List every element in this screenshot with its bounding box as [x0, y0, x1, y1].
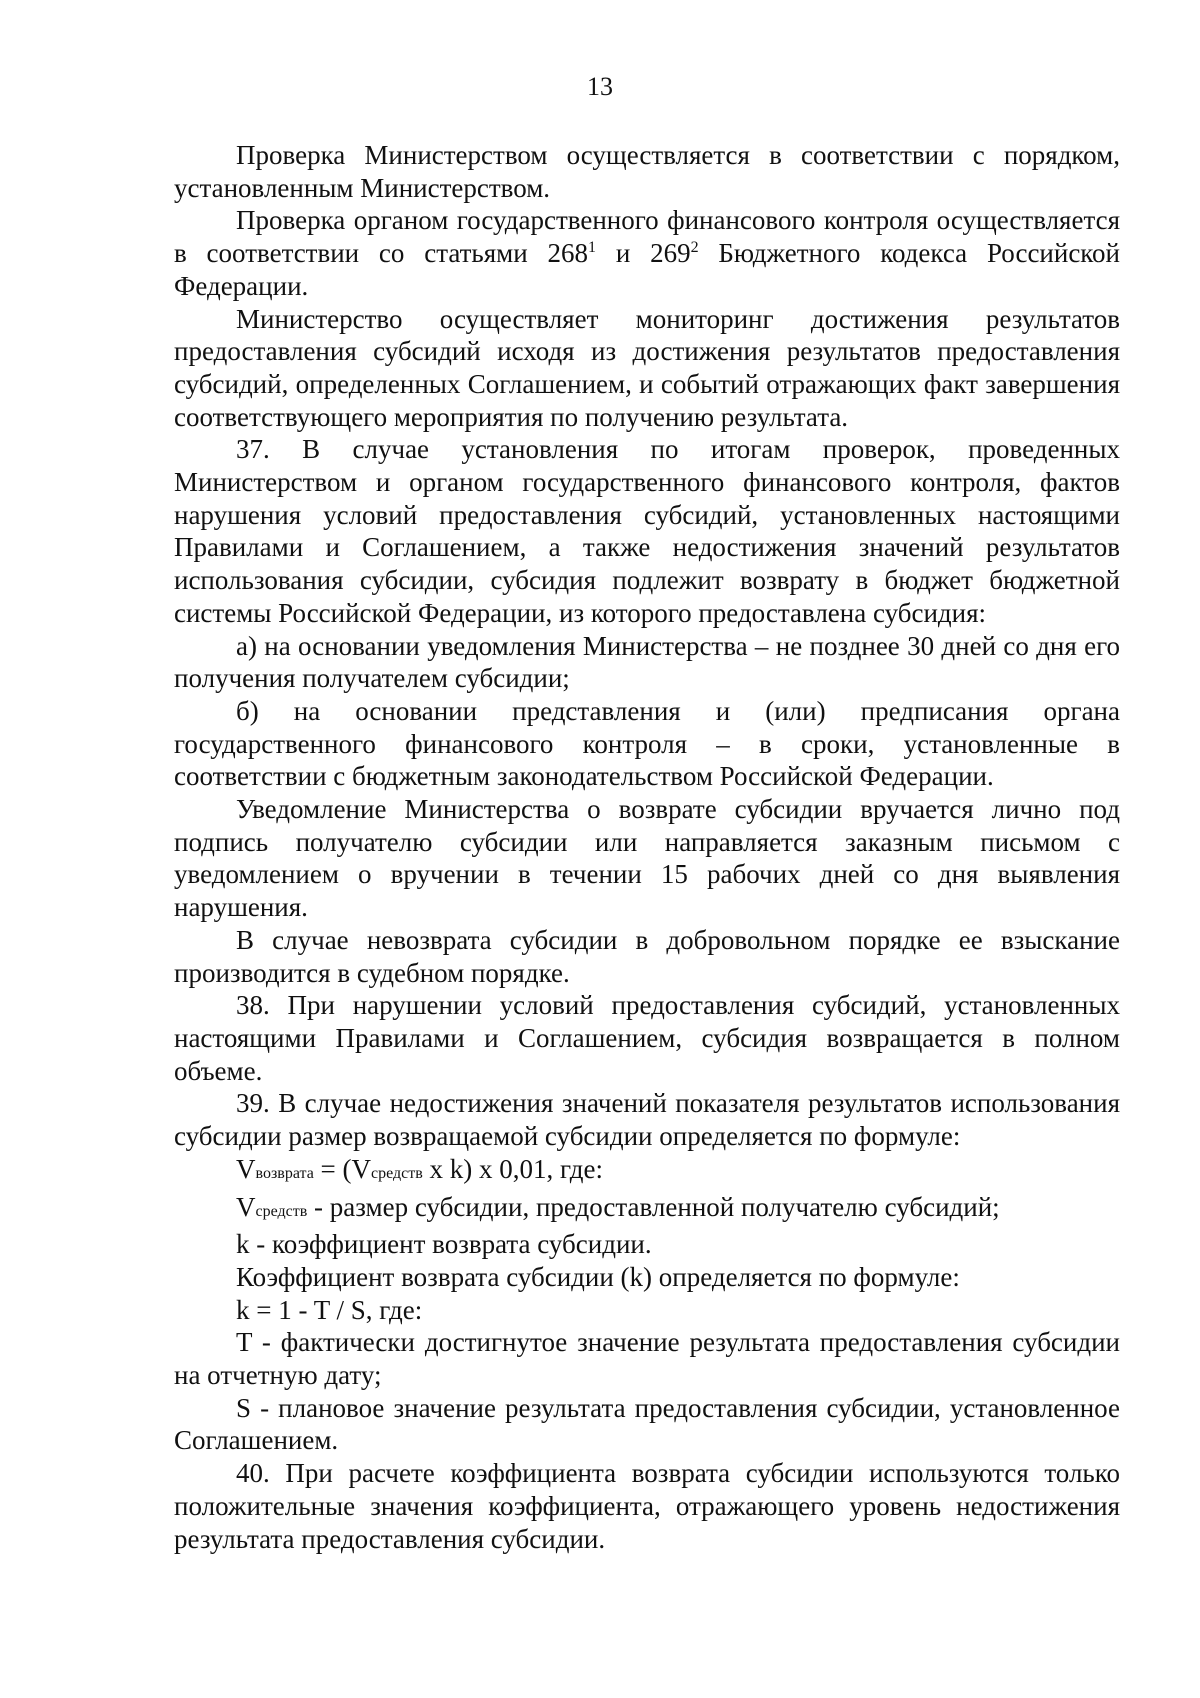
paragraph-verification-ministry: Проверка Министерством осуществляется в соответствии с порядком, установленным Министерством. — [174, 140, 1120, 203]
paragraph-clause-39: 39. В случае недостижения значений показателя результатов использования субсидии размер возвращаемой субсидии определяется по формуле: — [174, 1088, 1120, 1152]
paragraph-notification: Уведомление Министерства о возврате субсидии вручается лично под подпись получателю субсидии или направляется заказным письмом с уведомлением о вручении в течении 15 рабочих дней со дня выявления нарушения. — [174, 794, 1120, 923]
formula-definition-v — [174, 1191, 1120, 1229]
paragraph-clause-37-a: а) на основании уведомления Министерства – не позднее 30 дней со дня его получения получателем субсидии; — [174, 630, 1120, 694]
paragraph-definition-t: T - фактически достигнутое значение результата предоставления субсидии на отчетную дату; — [174, 1327, 1120, 1391]
paragraph-clause-38: 38. При нарушении условий предоставления субсидий, установленных настоящими Правилами и Соглашением, субсидия возвращается в полном объеме. — [174, 990, 1120, 1086]
subscript: возврата — [255, 1164, 314, 1182]
page-number: 13 — [587, 72, 613, 101]
document-body — [174, 139, 1120, 1555]
subscript: средств — [371, 1164, 423, 1182]
paragraph-non-return: В случае невозврата субсидии в добровольном порядке ее взыскание производится в судебном порядке. — [174, 924, 1120, 988]
superscript: 1 — [588, 239, 597, 257]
paragraph-definition-s: S - плановое значение результата предоставления субсидии, установленное Соглашением. — [174, 1392, 1120, 1456]
superscript: 2 — [690, 239, 699, 257]
formula-coefficient: k = 1 - T / S, где: — [236, 1294, 423, 1325]
paragraph-clause-37: 37. В случае установления по итогам проверок, проведенных Министерством и органом государственного финансового контроля, фактов нарушения условий предоставления субсидий, установленных настоящими Правилами и Соглашением, а также недостижения значений результатов использования субсидии, субсидия подлежит возврату в бюджет бюджетной системы Российской Федерации, из которого предоставлена субсидия: — [174, 434, 1120, 628]
formula-definition-k: k - коэффициент возврата субсидии. — [236, 1229, 652, 1260]
paragraph-text: Проверка органом государственного финансового контроля осуществляется в соответствии со статьями 268 — [174, 205, 1120, 269]
paragraph-text: и 269 — [596, 238, 691, 269]
formula-text: = (V — [313, 1153, 372, 1184]
paragraph-verification-control-body — [174, 204, 1120, 302]
formula-text: V — [236, 1153, 256, 1184]
paragraph-clause-40: 40. При расчете коэффициента возврата субсидии используются только положительные значения коэффициента, отражающего уровень недостижения результата предоставления субсидии. — [174, 1458, 1120, 1554]
paragraph-clause-37-b: б) на основании представления и (или) предписания органа государственного финансового контроля – в сроки, установленные в соответствии с бюджетным законодательством Российской Федерации. — [174, 695, 1120, 792]
formula-coefficient-intro: Коэффициент возврата субсидии (k) определяется по формуле: — [236, 1261, 960, 1292]
subscript: средств — [255, 1202, 308, 1220]
paragraph-monitoring: Министерство осуществляет мониторинг достижения результатов предоставления субсидий исходя из достижения результатов предоставления субсидий, определенных Соглашением, и событий отражающих факт завершения соответствующего мероприятия по получению результата. — [174, 303, 1120, 432]
formula-text: V — [236, 1191, 256, 1222]
paragraph-text: Бюджетного кодекса Российской Федерации. — [174, 238, 1120, 301]
formula-text: x k) x 0,01, где: — [422, 1153, 603, 1184]
formula-return-amount — [174, 1153, 1120, 1191]
formula-text: - размер субсидии, предоставленной получателю субсидий; — [307, 1191, 1000, 1222]
